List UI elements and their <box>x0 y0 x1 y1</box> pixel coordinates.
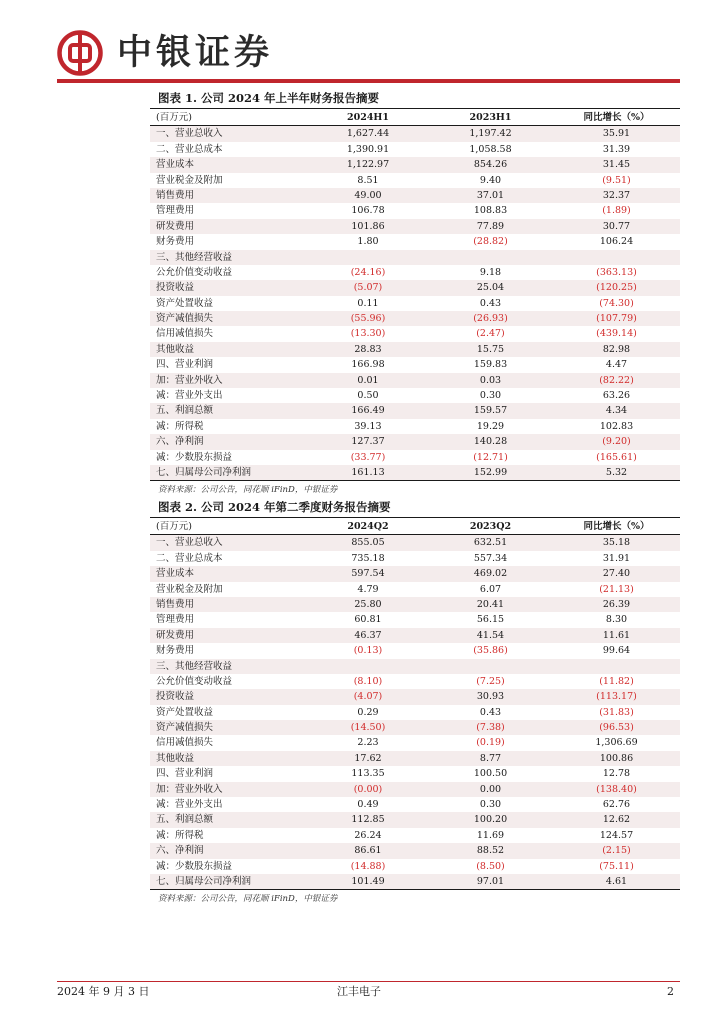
row-label: 七、归属母公司净利润 <box>156 875 252 887</box>
value-current: 8.51 <box>357 174 379 186</box>
value-prior: 1,058.58 <box>469 143 512 155</box>
value-prior <box>428 250 553 265</box>
value-current: 101.86 <box>351 220 385 232</box>
column-header-yoy: 同比增长（%） <box>583 521 650 532</box>
row-label: 减：营业外支出 <box>156 390 223 402</box>
row-label: 六、净利润 <box>156 845 204 857</box>
value-prior: 557.34 <box>473 552 508 564</box>
value-prior: 11.69 <box>476 829 505 841</box>
table-body <box>150 126 680 481</box>
value-yoy: (75.11) <box>599 860 634 872</box>
table-row <box>150 311 680 326</box>
row-label: 公允价值变动收益 <box>156 266 233 278</box>
footer-company: 江丰电子 <box>337 985 381 998</box>
value-yoy: 1,306.69 <box>595 737 638 749</box>
value-current: 39.13 <box>354 420 382 432</box>
value-current: 106.78 <box>351 205 385 217</box>
table-row <box>150 751 680 766</box>
value-current: 0.49 <box>357 799 379 811</box>
value-prior: 8.77 <box>479 752 502 764</box>
value-yoy <box>553 250 680 265</box>
value-yoy: 124.57 <box>599 829 634 841</box>
value-yoy: (120.25) <box>596 282 637 294</box>
value-current: 101.49 <box>351 875 385 887</box>
value-yoy: (2.15) <box>602 845 631 857</box>
value-yoy: (82.22) <box>599 374 634 386</box>
row-label: 销售费用 <box>156 189 195 201</box>
value-prior: 56.15 <box>476 614 505 626</box>
value-prior: (2.47) <box>476 328 505 340</box>
table-row <box>150 173 680 188</box>
value-prior: (26.93) <box>473 313 508 325</box>
row-label: 减：所得税 <box>156 829 204 841</box>
value-prior: 41.54 <box>476 629 505 641</box>
value-prior: 100.20 <box>473 814 508 826</box>
row-label: 二、营业总成本 <box>156 552 223 564</box>
value-yoy: 100.86 <box>599 752 634 764</box>
table-row <box>150 450 680 465</box>
table-row <box>150 720 680 735</box>
footer-date: 2024 年 9 月 3 日 <box>57 985 150 998</box>
value-current: 1,627.44 <box>346 128 390 140</box>
table-row <box>150 465 680 480</box>
row-label: 减：少数股东损益 <box>156 451 233 463</box>
value-yoy: (1.89) <box>602 205 631 217</box>
value-current: 4.79 <box>357 583 379 595</box>
value-current: 17.62 <box>354 752 382 764</box>
header-rule <box>57 79 680 83</box>
value-current: 60.81 <box>354 614 382 626</box>
value-yoy: 5.32 <box>605 466 628 478</box>
table-row <box>150 643 680 658</box>
value-prior: (35.86) <box>473 645 508 657</box>
value-current: 735.18 <box>351 552 385 564</box>
value-prior: 9.40 <box>479 174 502 186</box>
value-prior: (8.50) <box>476 860 505 872</box>
value-yoy: (9.51) <box>602 174 631 186</box>
value-current: (8.10) <box>353 675 383 687</box>
value-yoy: (363.13) <box>596 266 637 278</box>
value-prior: 20.41 <box>476 598 505 610</box>
value-yoy: 27.40 <box>602 568 631 580</box>
value-prior: 0.43 <box>479 706 502 718</box>
table-row <box>150 782 680 797</box>
value-prior: (7.38) <box>476 722 505 734</box>
value-prior: 77.89 <box>476 220 505 232</box>
value-yoy: 31.39 <box>602 143 631 155</box>
value-current: 1,122.97 <box>346 159 390 171</box>
value-yoy: (439.14) <box>596 328 637 340</box>
table-row <box>150 874 680 889</box>
table-q2-summary <box>150 497 680 908</box>
value-prior <box>428 659 553 674</box>
value-prior: 632.51 <box>473 537 508 549</box>
table-row <box>150 797 680 812</box>
column-header-unit: (百万元) <box>156 521 192 532</box>
table-row <box>150 280 680 295</box>
page-header <box>0 0 724 85</box>
value-yoy: 4.47 <box>605 359 628 371</box>
column-header-prior: 2023Q2 <box>469 521 512 532</box>
value-yoy: (165.61) <box>596 451 637 463</box>
row-label: 二、营业总成本 <box>156 143 223 155</box>
value-yoy: 12.78 <box>602 768 631 780</box>
value-yoy: 4.61 <box>605 875 628 887</box>
value-prior: 854.26 <box>473 159 508 171</box>
row-label: 信用减值损失 <box>156 328 214 340</box>
row-label: 三、其他经营收益 <box>156 660 233 672</box>
value-current: (14.50) <box>350 722 386 734</box>
table-row <box>150 219 680 234</box>
value-prior: 152.99 <box>473 466 508 478</box>
row-label: 投资收益 <box>156 282 195 294</box>
row-label: 管理费用 <box>156 205 195 217</box>
value-current <box>308 250 428 265</box>
value-prior: (12.71) <box>473 451 508 463</box>
table-row <box>150 689 680 704</box>
value-yoy: 31.45 <box>602 159 631 171</box>
value-current: 161.13 <box>351 466 385 478</box>
row-label: 营业税金及附加 <box>156 583 223 595</box>
value-prior: (0.19) <box>476 737 505 749</box>
row-label: 研发费用 <box>156 629 195 641</box>
value-prior: 30.93 <box>476 691 505 703</box>
column-header-prior: 2023H1 <box>469 112 512 123</box>
table-row <box>150 357 680 372</box>
value-prior: 0.30 <box>479 799 502 811</box>
value-yoy: 82.98 <box>602 343 631 355</box>
value-current: 86.61 <box>354 845 382 857</box>
value-yoy: (31.83) <box>599 706 634 718</box>
value-current: 0.50 <box>357 390 379 402</box>
value-yoy: (138.40) <box>596 783 637 795</box>
row-label: 营业成本 <box>156 568 195 580</box>
column-header-current: 2024H1 <box>346 112 390 123</box>
value-prior: 159.57 <box>473 405 508 417</box>
value-current: (14.88) <box>350 860 386 872</box>
table-row <box>150 142 680 157</box>
value-current: 166.98 <box>351 359 385 371</box>
value-prior: 1,197.42 <box>469 128 512 140</box>
table-row <box>150 582 680 597</box>
table-row <box>150 812 680 827</box>
value-yoy: (21.13) <box>599 583 634 595</box>
table-row <box>150 535 680 550</box>
row-label: 投资收益 <box>156 691 195 703</box>
bank-of-china-logo-icon <box>57 30 103 76</box>
value-yoy: 62.76 <box>602 799 631 811</box>
value-current: 0.01 <box>357 374 379 386</box>
table-row <box>150 828 680 843</box>
value-yoy: 106.24 <box>599 236 634 248</box>
table-h1-summary <box>150 88 680 499</box>
table-row <box>150 296 680 311</box>
table-row <box>150 705 680 720</box>
table-source-note: 资料来源：公司公告，同花顺 iFinD，中银证券 <box>158 485 338 496</box>
value-current: 49.00 <box>354 189 382 201</box>
table-row <box>150 434 680 449</box>
table-row <box>150 597 680 612</box>
table-header-row <box>150 109 680 126</box>
value-yoy: (107.79) <box>596 313 637 325</box>
value-current: (55.96) <box>350 313 386 325</box>
value-current: 1.80 <box>357 236 379 248</box>
brand-name: 中银证券 <box>117 32 274 73</box>
value-current: (0.00) <box>353 783 383 795</box>
value-current: (13.30) <box>350 328 386 340</box>
value-yoy: 4.34 <box>605 405 628 417</box>
value-prior: 0.00 <box>479 783 502 795</box>
value-yoy: (113.17) <box>596 691 637 703</box>
table-row <box>150 735 680 750</box>
row-label: 加：营业外收入 <box>156 783 223 795</box>
value-current <box>308 659 428 674</box>
value-yoy: 63.26 <box>602 390 631 402</box>
value-current: 26.24 <box>354 829 382 841</box>
value-current: 113.35 <box>351 768 385 780</box>
value-prior: 25.04 <box>476 282 505 294</box>
row-label: 管理费用 <box>156 614 195 626</box>
value-prior: 0.30 <box>479 390 502 402</box>
table-row <box>150 342 680 357</box>
value-prior: 6.07 <box>479 583 502 595</box>
row-label: 资产处置收益 <box>156 706 214 718</box>
table-row <box>150 612 680 627</box>
value-yoy: (11.82) <box>599 675 634 687</box>
value-current: (24.16) <box>350 266 386 278</box>
table-row <box>150 157 680 172</box>
page-number: 2 <box>667 985 674 998</box>
row-label: 七、归属母公司净利润 <box>156 466 252 478</box>
value-prior: 108.83 <box>473 205 508 217</box>
value-current: 2.23 <box>357 737 379 749</box>
row-label: 财务费用 <box>156 236 195 248</box>
row-label: 减：营业外支出 <box>156 799 223 811</box>
value-yoy <box>553 659 680 674</box>
row-label: 其他收益 <box>156 752 195 764</box>
value-current: 28.83 <box>354 343 382 355</box>
row-label: 四、营业利润 <box>156 768 214 780</box>
value-prior: 9.18 <box>479 266 502 278</box>
row-label: 一、营业总收入 <box>156 537 223 549</box>
value-yoy: (96.53) <box>599 722 634 734</box>
value-prior: (28.82) <box>473 236 508 248</box>
table-body <box>150 535 680 890</box>
value-current: 597.54 <box>351 568 385 580</box>
table-row <box>150 234 680 249</box>
row-label: 营业成本 <box>156 159 195 171</box>
table-row <box>150 419 680 434</box>
value-current: 1,390.91 <box>346 143 390 155</box>
value-prior: 140.28 <box>473 436 508 448</box>
row-label: 公允价值变动收益 <box>156 675 233 687</box>
table-row <box>150 659 680 674</box>
value-prior: 37.01 <box>476 189 505 201</box>
value-current: 0.11 <box>357 297 379 309</box>
row-label: 资产减值损失 <box>156 313 214 325</box>
row-label: 销售费用 <box>156 598 195 610</box>
row-label: 信用减值损失 <box>156 737 214 749</box>
table-row <box>150 566 680 581</box>
value-prior: 0.03 <box>479 374 502 386</box>
row-label: 加：营业外收入 <box>156 374 223 386</box>
value-current: (4.07) <box>353 691 383 703</box>
table-row <box>150 373 680 388</box>
row-label: 研发费用 <box>156 220 195 232</box>
value-yoy: 32.37 <box>602 189 631 201</box>
table-row <box>150 250 680 265</box>
table-row <box>150 126 680 141</box>
column-header-current: 2024Q2 <box>347 521 389 532</box>
value-current: 166.49 <box>351 405 385 417</box>
value-prior: 0.43 <box>479 297 502 309</box>
table-row <box>150 188 680 203</box>
value-yoy: 31.91 <box>602 552 631 564</box>
table-row <box>150 766 680 781</box>
table-header-row <box>150 518 680 535</box>
table-row <box>150 859 680 874</box>
table-title: 图表 2. 公司 2024 年第二季度财务报告摘要 <box>150 497 680 518</box>
row-label: 资产处置收益 <box>156 297 214 309</box>
table-row <box>150 551 680 566</box>
value-prior: 88.52 <box>476 845 505 857</box>
value-current: 0.29 <box>357 706 379 718</box>
value-prior: 15.75 <box>476 343 505 355</box>
value-prior: 100.50 <box>473 768 508 780</box>
table-row <box>150 628 680 643</box>
value-current: 25.80 <box>354 598 382 610</box>
value-prior: 469.02 <box>473 568 508 580</box>
row-label: 五、利润总额 <box>156 405 214 417</box>
row-label: 三、其他经营收益 <box>156 251 233 263</box>
value-yoy: 26.39 <box>602 598 631 610</box>
value-prior: 159.83 <box>473 359 508 371</box>
row-label: 四、营业利润 <box>156 359 214 371</box>
table-row <box>150 326 680 341</box>
value-current: 855.05 <box>351 537 385 549</box>
value-current: (33.77) <box>350 451 386 463</box>
row-label: 营业税金及附加 <box>156 174 223 186</box>
value-yoy: 102.83 <box>599 420 634 432</box>
row-label: 一、营业总收入 <box>156 128 223 140</box>
row-label: 减：少数股东损益 <box>156 860 233 872</box>
value-current: 46.37 <box>354 629 382 641</box>
value-yoy: (74.30) <box>599 297 634 309</box>
table-row <box>150 388 680 403</box>
value-yoy: 35.91 <box>602 128 631 140</box>
value-current: 112.85 <box>351 814 385 826</box>
value-yoy: 12.62 <box>602 814 631 826</box>
row-label: 减：所得税 <box>156 420 204 432</box>
value-yoy: 30.77 <box>602 220 631 232</box>
column-header-unit: (百万元) <box>156 112 192 123</box>
row-label: 六、净利润 <box>156 436 204 448</box>
table-row <box>150 674 680 689</box>
table-source-note: 资料来源：公司公告，同花顺 iFinD，中银证券 <box>158 894 338 905</box>
row-label: 五、利润总额 <box>156 814 214 826</box>
row-label: 其他收益 <box>156 343 195 355</box>
row-label: 财务费用 <box>156 645 195 657</box>
row-label: 资产减值损失 <box>156 722 214 734</box>
table-row <box>150 265 680 280</box>
value-current: 127.37 <box>351 436 385 448</box>
value-yoy: 35.18 <box>602 537 631 549</box>
value-current: (5.07) <box>353 282 383 294</box>
value-yoy: 11.61 <box>602 629 631 641</box>
footer-rule <box>57 981 680 982</box>
value-yoy: (9.20) <box>602 436 631 448</box>
table-row <box>150 843 680 858</box>
column-header-yoy: 同比增长（%） <box>583 112 650 123</box>
value-yoy: 99.64 <box>602 645 631 657</box>
value-prior: 97.01 <box>476 875 505 887</box>
table-row <box>150 403 680 418</box>
table-title: 图表 1. 公司 2024 年上半年财务报告摘要 <box>150 88 680 109</box>
value-current: (0.13) <box>353 645 383 657</box>
value-prior: (7.25) <box>476 675 505 687</box>
value-yoy: 8.30 <box>605 614 628 626</box>
table-row <box>150 203 680 218</box>
value-prior: 19.29 <box>476 420 505 432</box>
